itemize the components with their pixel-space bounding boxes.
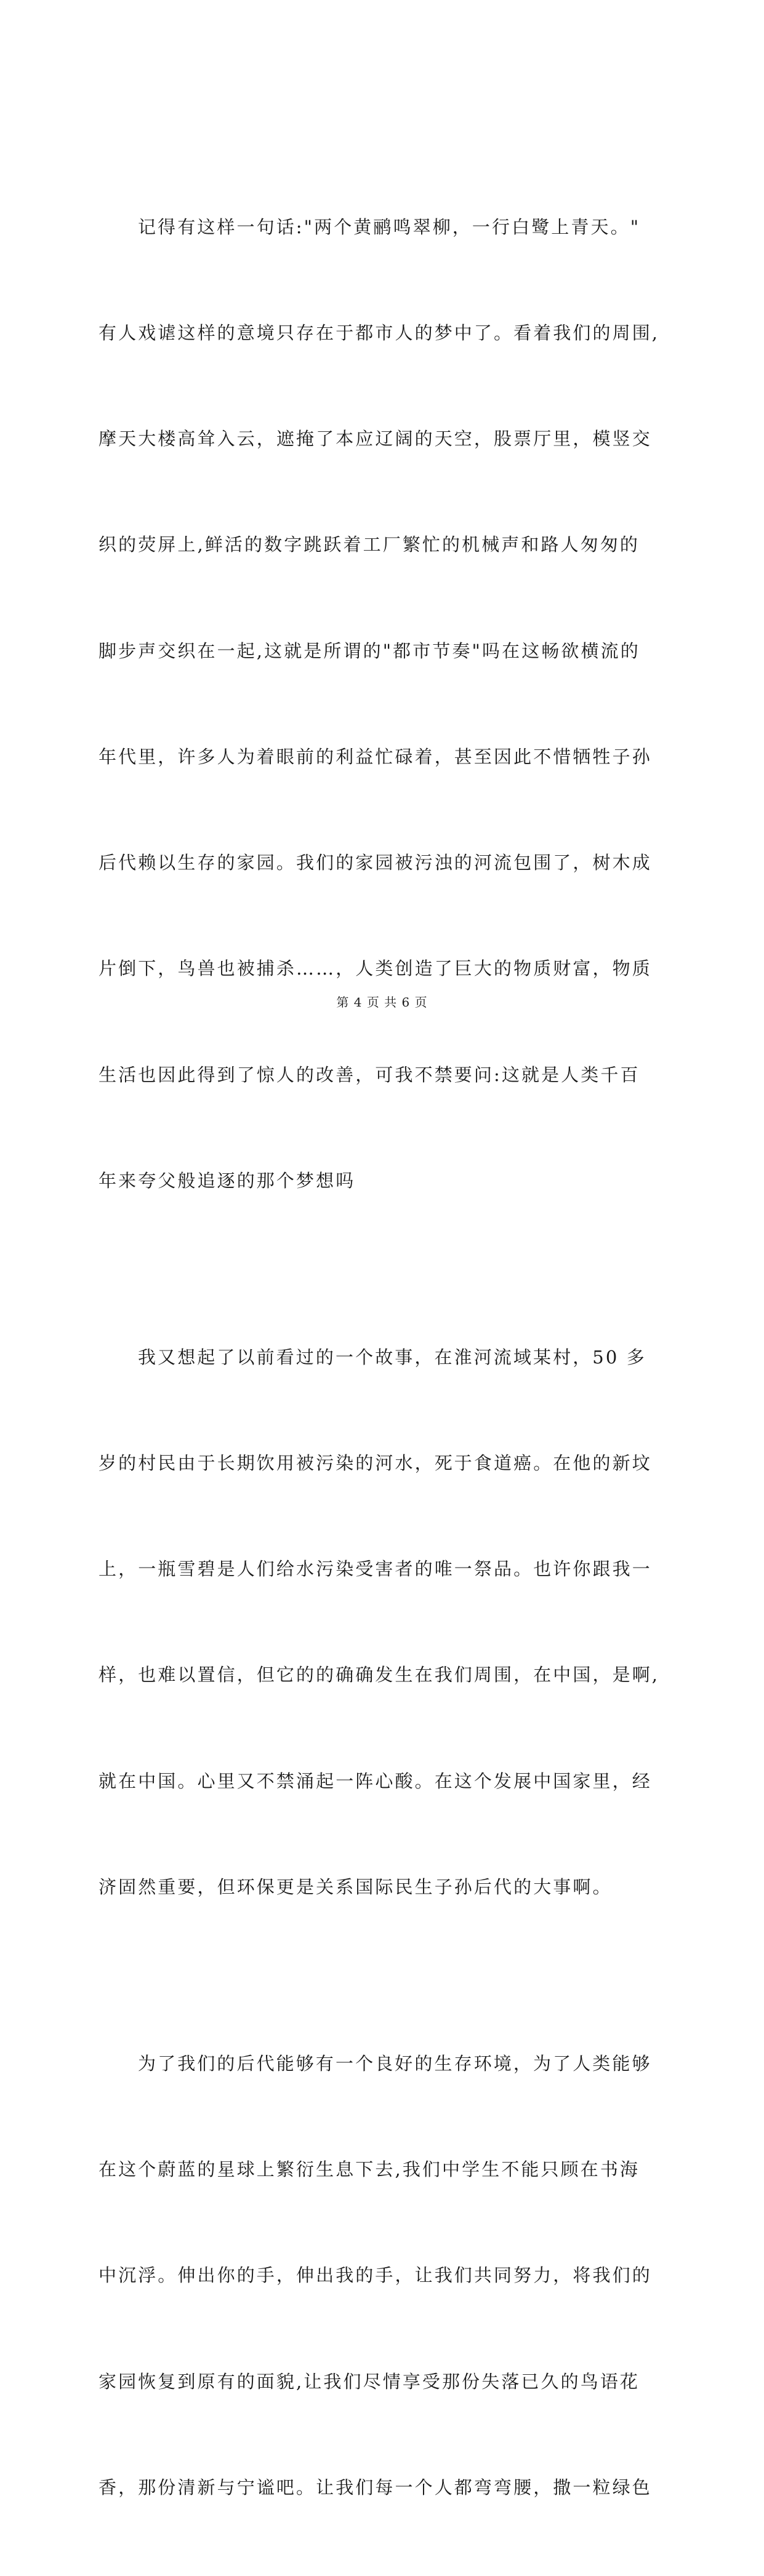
paragraph-line: 后代赖以生存的家园。我们的家园被污浊的河流包围了，树木成 — [99, 852, 652, 874]
paragraph-line: 我又想起了以前看过的一个故事，在淮河流域某村，50 多 — [138, 1346, 646, 1368]
paragraph-line: 就在中国。心里又不禁涌起一阵心酸。在这个发展中国家里，经 — [99, 1770, 652, 1792]
paragraph-line: 上，一瓶雪碧是人们给水污染受害者的唯一祭品。也许你跟我一 — [99, 1558, 652, 1580]
paragraph-line: 年来夸父般追逐的那个梦想吗 — [99, 1170, 356, 1191]
document-body — [99, 139, 662, 2576]
paragraph-line: 片倒下，鸟兽也被捕杀……，人类创造了巨大的物质财富，物质 — [99, 958, 652, 979]
paragraph-line: 摩天大楼高耸入云，遮掩了本应辽阔的天空，股票厅里，模竖交 — [99, 428, 652, 450]
paragraph-line: 香，那份清新与宁谧吧。让我们每一个人都弯弯腰，撒一粒绿色 — [99, 2476, 652, 2498]
paragraph-line: 为了我们的后代能够有一个良好的生存环境，为了人类能够 — [138, 2052, 652, 2074]
paragraph-1 — [99, 139, 662, 1269]
page-footer: 第 4 页 共 6 页 — [336, 995, 428, 1010]
paragraph-3 — [99, 1976, 662, 2576]
paragraph-line: 脚步声交织在一起,这就是所谓的"都市节奏"吗在这畅欲横流的 — [99, 640, 640, 661]
paragraph-line: 织的荧屏上,鲜活的数字跳跃着工厂繁忙的机械声和路人匆匆的 — [99, 534, 640, 556]
paragraph-line: 在这个蔚蓝的星球上繁衍生息下去,我们中学生不能只顾在书海 — [99, 2159, 640, 2180]
paragraph-line: 中沉浮。伸出你的手，伸出我的手，让我们共同努力，将我们的 — [99, 2265, 652, 2286]
paragraph-line: 济固然重要，但环保更是关系国际民生子孙后代的大事啊。 — [99, 1876, 613, 1897]
paragraph-line: 家园恢复到原有的面貌,让我们尽情享受那份失落已久的鸟语花 — [99, 2371, 640, 2392]
paragraph-line: 样，也难以置信，但它的的确确发生在我们周围，在中国，是啊, — [99, 1664, 660, 1686]
paragraph-line: 生活也因此得到了惊人的改善，可我不禁要问:这就是人类千百 — [99, 1064, 640, 1085]
paragraph-line: 记得有这样一句话:"两个黄鹂鸣翠柳，一行白鹭上青天。" — [138, 216, 641, 237]
paragraph-2 — [99, 1269, 662, 1976]
paragraph-line: 岁的村民由于长期饮用被污染的河水，死于食道癌。在他的新坟 — [99, 1453, 652, 1474]
paragraph-line: 年代里，许多人为着眼前的利益忙碌着，甚至因此不惜牺牲子孙 — [99, 746, 652, 767]
paragraph-line: 有人戏谑这样的意境只存在于都市人的梦中了。看着我们的周围, — [99, 322, 660, 344]
